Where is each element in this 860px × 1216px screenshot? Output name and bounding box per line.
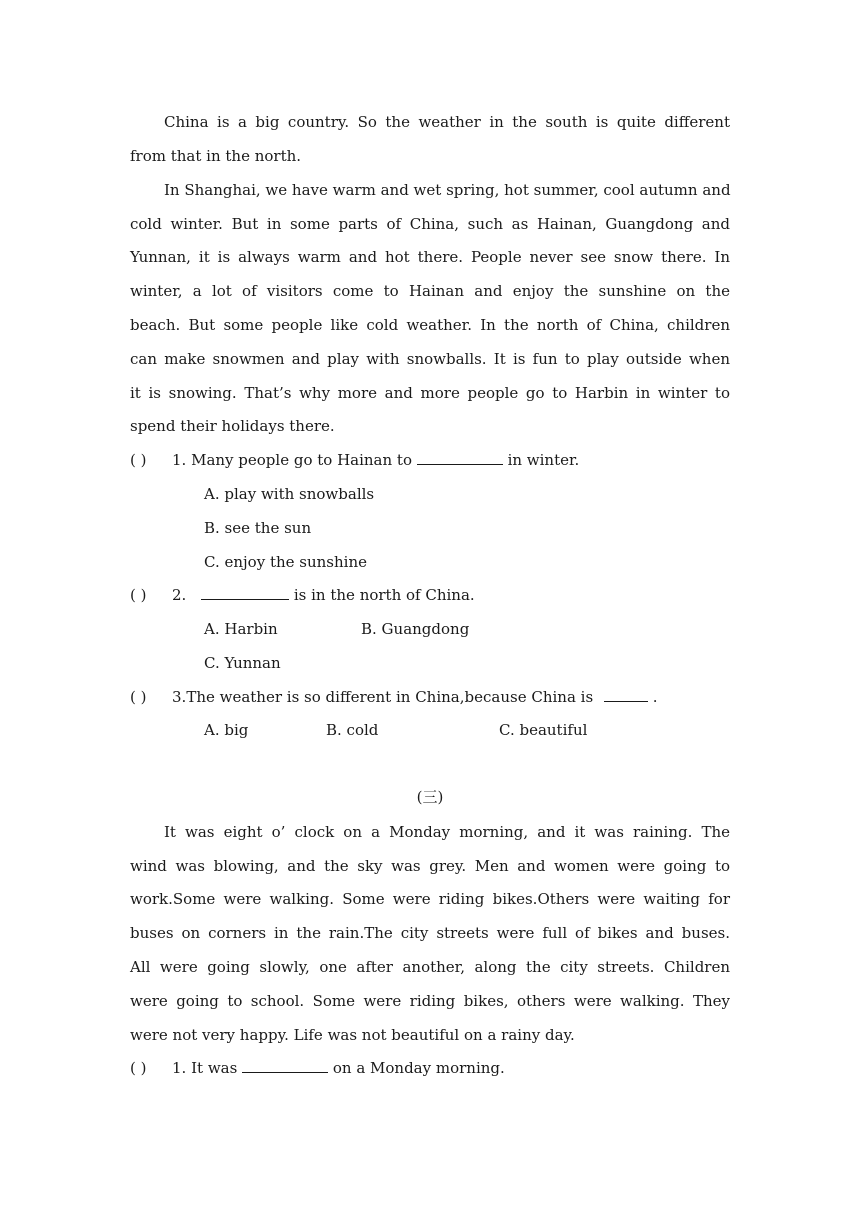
passage2-line-3: In Shanghai, we have warm and wet spring, hot summer, cool autumn and [164,181,731,199]
passage3-line-1: It was eight o’ clock on a Monday morning, and it was raining. The [164,823,730,841]
answer-paren[interactable]: ( ) [130,1059,147,1077]
passage3-line-4: buses on corners in the rain.The city streets were full of bikes and buses. [130,924,730,942]
passage3-line-3: work.Some were walking. Some were riding bikes.Others were waiting for [130,890,730,908]
question-text-after: in winter. [507,451,580,469]
passage2-line-9: it is snowing. That’s why more and more people go to Harbin in winter to [130,384,730,402]
option-c: C. beautiful [499,721,588,739]
question-text-after: . [652,688,658,706]
question-text: It was [191,1059,238,1077]
passage3-line-2: wind was blowing, and the sky was grey. Men and women were going to [130,857,730,875]
option-b: B. cold [326,721,379,739]
passage2-line-10: spend their holidays there. [130,417,335,435]
passage2-line-6: winter, a lot of visitors come to Hainan and enjoy the sunshine on the [130,282,730,300]
passage2-line-4: cold winter. But in some parts of China, such as Hainan, Guangdong and [130,215,730,233]
question-number: 2. [172,586,187,604]
question-text-after: on a Monday morning. [332,1059,505,1077]
passage2-line-1: China is a big country. So the weather in the south is quite different [164,113,730,131]
option-c: C. Yunnan [204,654,281,672]
answer-paren[interactable]: ( ) [130,586,147,604]
question-number: 1. [172,451,187,469]
option-b: B. see the sun [204,519,312,537]
passage2-line-2: from that in the north. [130,147,302,165]
answer-blank[interactable] [242,1058,328,1073]
answer-blank[interactable] [201,585,289,600]
option-a: A. play with snowballs [204,485,375,503]
question-text: Many people go to Hainan to [191,451,412,469]
option-a: A. Harbin [204,620,278,638]
question-number: 1. [172,1059,187,1077]
passage3-line-7: were not very happy. Life was not beautiful on a rainy day. [130,1026,575,1044]
answer-paren[interactable]: ( ) [130,451,147,469]
question-text-after: is in the north of China. [293,586,475,604]
answer-paren[interactable]: ( ) [130,688,147,706]
passage2-line-5: Yunnan, it is always warm and hot there. People never see snow there. In [130,248,730,266]
answer-blank[interactable] [417,450,503,465]
passage2-line-7: beach. But some people like cold weather. In the north of China, children [130,316,730,334]
passage3-line-6: were going to school. Some were riding bikes, others were walking. They [130,992,730,1010]
answer-blank[interactable] [604,687,648,702]
option-b: B. Guangdong [361,620,470,638]
question-text: The weather is so different in China,because China is [186,688,594,706]
option-a: A. big [204,721,249,739]
question-number: 3. [172,688,187,706]
passage3-line-5: All were going slowly, one after another, along the city streets. Children [130,958,730,976]
option-c: C. enjoy the sunshine [204,553,367,571]
section-title: (三) [416,788,444,806]
passage2-line-8: can make snowmen and play with snowballs. It is fun to play outside when [130,350,730,368]
